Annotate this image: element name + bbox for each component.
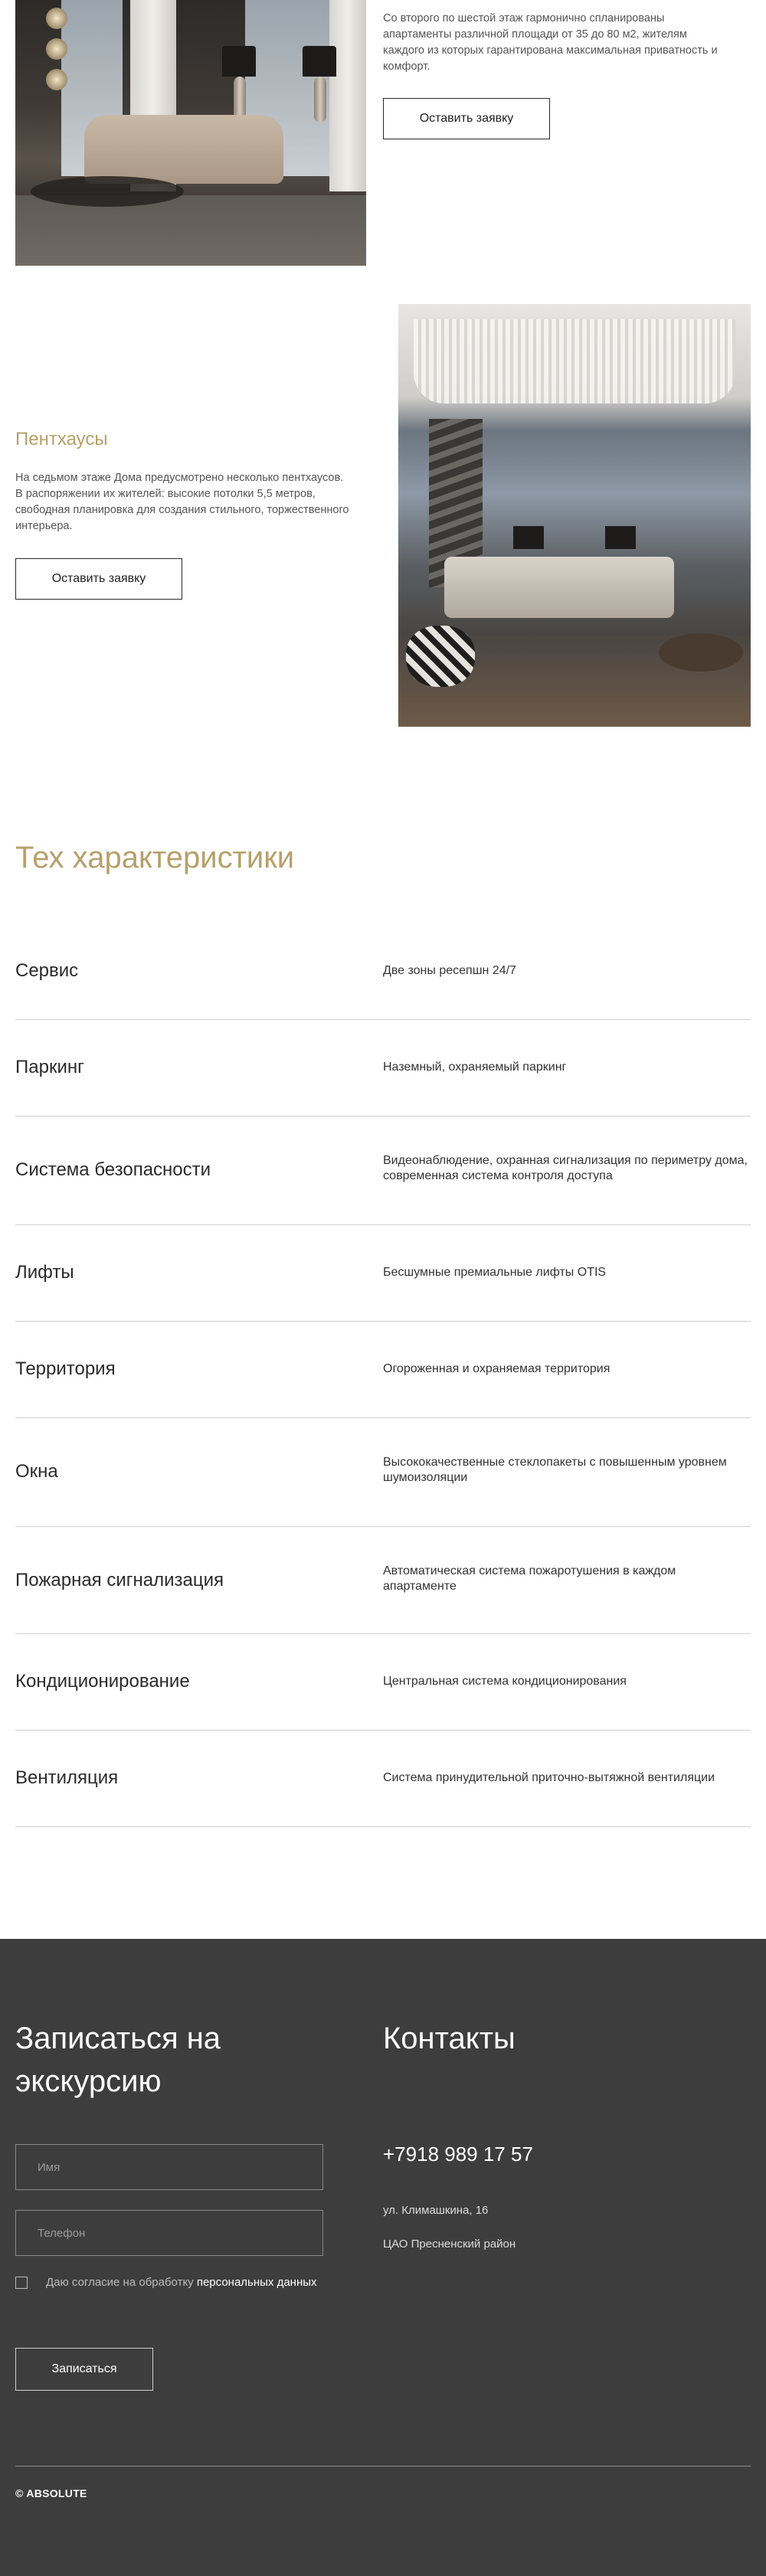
- sconce: [46, 38, 67, 60]
- apartments-description: Со второго по шестой этаж гармонично спланированы апартаменты различной площади от 35 до 80 м2, жителям каждого из которых гарантирована максимальная приватность и комфорт.: [383, 12, 718, 73]
- apartments-section: [0, 0, 766, 268]
- apartments-request-button[interactable]: Оставить заявку: [383, 98, 550, 139]
- spec-value: Автоматическая система пожаротушения в каждом апартаменте: [383, 1564, 676, 1593]
- sconce: [46, 69, 67, 90]
- lamp-base: [314, 77, 326, 123]
- spec-value: Центральная система кондиционирования: [383, 1675, 627, 1688]
- consent-checkbox[interactable]: [15, 2277, 28, 2289]
- spec-row: [15, 1418, 751, 1527]
- lamp-shade: [605, 526, 636, 549]
- spec-row: [15, 939, 751, 1020]
- spec-name: Сервис: [15, 960, 79, 981]
- apartment-photo: [15, 0, 366, 266]
- address-line: ул. Климашкина, 16: [383, 2204, 489, 2217]
- penthouses-request-button[interactable]: Оставить заявку: [15, 558, 182, 600]
- spec-value: Высококачественные стеклопакеты с повышенным уровнем шумоизоляции: [383, 1456, 727, 1484]
- name-input[interactable]: [15, 2144, 323, 2190]
- consent-label: Даю согласие на обработку: [46, 2276, 197, 2289]
- spec-name: Пожарная сигнализация: [15, 1570, 224, 1590]
- curtain: [329, 0, 366, 191]
- pouf: [406, 626, 475, 687]
- spec-name: Система безопасности: [15, 1159, 211, 1180]
- rug: [15, 195, 366, 266]
- spec-value: Система принудительной приточно-вытяжной вентиляции: [383, 1771, 715, 1784]
- spec-value: Бесшумные премиальные лифты OTIS: [383, 1266, 607, 1279]
- consent-row: [15, 2276, 317, 2289]
- submit-button[interactable]: Записаться: [15, 2348, 153, 2391]
- spec-row: [15, 1116, 751, 1225]
- spec-value: Видеонаблюдение, охранная сигнализация по периметру дома, современная система контроля доступа: [383, 1154, 748, 1182]
- coffee-table: [659, 633, 743, 672]
- spec-value: Две зоны ресепшн 24/7: [383, 964, 516, 977]
- lamp-shade: [303, 46, 336, 77]
- spec-value: Огороженная и охраняемая территория: [383, 1362, 611, 1375]
- consent-text: [46, 2276, 317, 2289]
- penthouses-title: Пентхаусы: [15, 429, 108, 449]
- spec-value: Наземный, охраняемый паркинг: [383, 1061, 567, 1074]
- sofa: [84, 115, 283, 184]
- spec-name: Лифты: [15, 1262, 74, 1283]
- sofa: [444, 557, 674, 618]
- spec-name: Кондиционирование: [15, 1671, 190, 1692]
- contact-phone[interactable]: +7918 989 17 57: [383, 2143, 533, 2166]
- chandelier: [414, 319, 735, 404]
- excursion-title: Записаться на экскурсию: [15, 2022, 221, 2098]
- spec-name: Окна: [15, 1461, 58, 1482]
- penthouses-description: На седьмом этаже Дома предусмотрено несколько пентхаусов. В распоряжении их жителей: высокие потолки 5,5 метров, свободная планировка для создания стильного, торжественного интерьера.: [15, 472, 349, 532]
- spec-row: [15, 1020, 751, 1116]
- spec-row: [15, 1634, 751, 1731]
- personal-data-link[interactable]: персональных данных: [196, 2276, 317, 2289]
- spec-name: Вентиляция: [15, 1767, 119, 1788]
- spec-row: [15, 1731, 751, 1827]
- spec-name: Паркинг: [15, 1057, 84, 1077]
- phone-input[interactable]: [15, 2210, 323, 2256]
- district-line: ЦАО Пресненский район: [383, 2238, 516, 2251]
- lamp-shade: [513, 526, 544, 549]
- contacts-title: Контакты: [383, 2022, 516, 2055]
- sconce: [46, 8, 67, 29]
- spec-name: Территория: [15, 1358, 116, 1379]
- spec-row: [15, 1225, 751, 1322]
- coffee-table: [31, 176, 184, 207]
- spec-row: [15, 1527, 751, 1634]
- specs-title: Тех характеристики: [15, 841, 295, 874]
- spec-row: [15, 1322, 751, 1418]
- copyright: © ABSOLUTE: [15, 2487, 87, 2499]
- penthouse-photo: [398, 304, 751, 727]
- lamp-shade: [222, 46, 256, 77]
